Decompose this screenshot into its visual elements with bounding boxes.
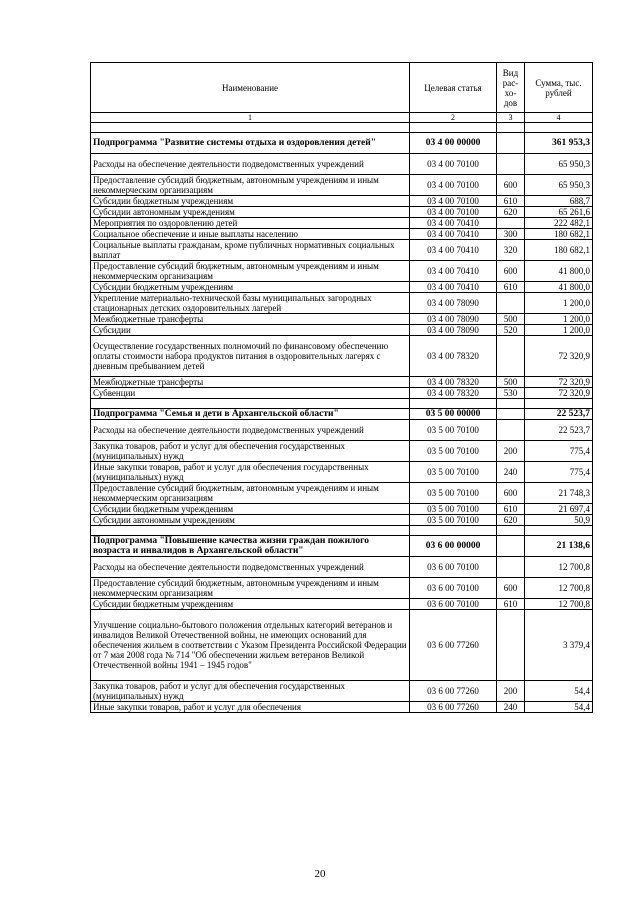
table-row [91, 420, 593, 441]
row-code-cell: 03 6 00 70100 [410, 557, 497, 578]
row-code-cell: 03 5 00 70100 [410, 483, 497, 504]
row-code-cell: 03 5 00 70100 [410, 420, 497, 441]
row-code-cell: 03 4 00 70100 [410, 154, 497, 175]
row-code-cell: 03 6 00 70100 [410, 599, 497, 610]
row-sum-cell: 775,4 [525, 441, 593, 462]
row-expense-type-cell [497, 336, 525, 377]
row-name-cell: Предоставление субсидий бюджетным, автономным учреждениям и иным некоммерческим организациям [91, 175, 410, 196]
row-name-cell: Подпрограмма "Семья и дети в Архангельской области" [91, 409, 410, 420]
row-sum-cell: 22 523,7 [525, 409, 593, 420]
subprogram-row [91, 133, 593, 154]
row-expense-type-cell: 600 [497, 175, 525, 196]
row-sum-cell: 22 523,7 [525, 420, 593, 441]
row-sum-cell: 54,4 [525, 702, 593, 713]
table-row [91, 240, 593, 261]
subprogram-row [91, 536, 593, 557]
row-sum-cell: 1 200,0 [525, 314, 593, 325]
row-name-cell: Субсидии бюджетным учреждениям [91, 196, 410, 207]
row-expense-type-cell [497, 420, 525, 441]
row-code-cell: 03 4 00 70410 [410, 229, 497, 240]
page-number: 20 [314, 868, 326, 880]
table-row [91, 261, 593, 282]
header-name: Наименование [91, 63, 410, 113]
row-expense-type-cell: 500 [497, 314, 525, 325]
header-sum: Сумма, тыс. рублей [525, 63, 593, 113]
row-expense-type-cell [497, 409, 525, 420]
row-code-cell: 03 6 00 00000 [410, 536, 497, 557]
row-name-cell: Субсидии бюджетным учреждениям [91, 282, 410, 293]
table-row [91, 325, 593, 336]
row-sum-cell: 54,4 [525, 681, 593, 702]
row-name-cell: Подпрограмма "Повышение качества жизни граждан пожилого возраста и инвалидов в Архангельской области" [91, 536, 410, 557]
row-code-cell: 03 4 00 78090 [410, 325, 497, 336]
row-name-cell: Субсидии автономным учреждениям [91, 207, 410, 218]
row-sum-cell: 65 950,3 [525, 175, 593, 196]
row-name-cell: Расходы на обеспечение деятельности подведомственных учреждений [91, 154, 410, 175]
row-expense-type-cell: 200 [497, 681, 525, 702]
row-expense-type-cell [497, 154, 525, 175]
row-name-cell: Укрепление материально-технической базы муниципальных загородных стационарных детских оздоровительных лагерей [91, 293, 410, 314]
row-name-cell: Иные закупки товаров, работ и услуг для обеспечения государственных (муниципальных) нужд [91, 462, 410, 483]
row-code-cell: 03 5 00 70100 [410, 504, 497, 515]
row-name-cell: Осуществление государственных полномочий по финансовому обеспечению оплаты стоимости набора продуктов питания в оздоровительных лагерях с дневным пребыванием детей [91, 336, 410, 377]
row-sum-cell: 3 379,4 [525, 610, 593, 681]
spacer-row [91, 399, 593, 409]
header-expense-type: Вид рас-хо-дов [497, 63, 525, 113]
row-name-cell: Межбюджетные трансферты [91, 377, 410, 388]
row-code-cell: 03 4 00 00000 [410, 133, 497, 154]
col-number-2: 2 [410, 113, 497, 123]
row-sum-cell: 1 200,0 [525, 325, 593, 336]
spacer-cell [410, 123, 497, 133]
row-expense-type-cell [497, 133, 525, 154]
row-sum-cell: 12 700,8 [525, 599, 593, 610]
table-row [91, 702, 593, 713]
row-code-cell: 03 4 00 70100 [410, 175, 497, 196]
table-row [91, 681, 593, 702]
row-sum-cell: 65 950,3 [525, 154, 593, 175]
row-sum-cell: 1 200,0 [525, 293, 593, 314]
table-row [91, 377, 593, 388]
row-code-cell: 03 6 00 77260 [410, 681, 497, 702]
row-sum-cell: 180 682,1 [525, 229, 593, 240]
row-code-cell: 03 4 00 70410 [410, 282, 497, 293]
row-code-cell: 03 6 00 77260 [410, 702, 497, 713]
spacer-cell [497, 399, 525, 409]
row-code-cell: 03 4 00 78320 [410, 377, 497, 388]
row-expense-type-cell: 600 [497, 261, 525, 282]
spacer-cell [91, 399, 410, 409]
row-code-cell: 03 4 00 70410 [410, 218, 497, 229]
row-expense-type-cell [497, 557, 525, 578]
table-row [91, 229, 593, 240]
row-name-cell: Предоставление субсидий бюджетным, автономным учреждениям и иным некоммерческим организациям [91, 483, 410, 504]
row-name-cell: Субсидии [91, 325, 410, 336]
row-name-cell: Межбюджетные трансферты [91, 314, 410, 325]
row-code-cell: 03 5 00 70100 [410, 462, 497, 483]
row-name-cell: Социальное обеспечение и иные выплаты населению [91, 229, 410, 240]
table-row [91, 207, 593, 218]
table-row [91, 599, 593, 610]
row-sum-cell: 21 138,6 [525, 536, 593, 557]
table-row [91, 557, 593, 578]
row-name-cell: Мероприятия по оздоровлению детей [91, 218, 410, 229]
spacer-row [91, 123, 593, 133]
row-expense-type-cell: 600 [497, 483, 525, 504]
row-expense-type-cell: 240 [497, 462, 525, 483]
spacer-cell [525, 123, 593, 133]
table-row [91, 610, 593, 681]
row-code-cell: 03 4 00 78090 [410, 293, 497, 314]
row-expense-type-cell: 200 [497, 441, 525, 462]
spacer-row [91, 526, 593, 536]
row-sum-cell: 50,9 [525, 515, 593, 526]
row-sum-cell: 180 682,1 [525, 240, 593, 261]
header-code: Целевая статья [410, 63, 497, 113]
row-sum-cell: 775,4 [525, 462, 593, 483]
row-expense-type-cell: 610 [497, 504, 525, 515]
table-row [91, 314, 593, 325]
row-expense-type-cell: 240 [497, 702, 525, 713]
row-name-cell: Предоставление субсидий бюджетным, автономным учреждениям и иным некоммерческим организациям [91, 261, 410, 282]
row-sum-cell: 72 320,9 [525, 388, 593, 399]
row-sum-cell: 361 953,3 [525, 133, 593, 154]
row-sum-cell: 12 700,8 [525, 578, 593, 599]
table-row [91, 462, 593, 483]
row-name-cell: Закупка товаров, работ и услуг для обеспечения государственных (муниципальных) нужд [91, 441, 410, 462]
row-sum-cell: 21 697,4 [525, 504, 593, 515]
row-expense-type-cell: 300 [497, 229, 525, 240]
row-sum-cell: 41 800,0 [525, 282, 593, 293]
row-code-cell: 03 4 00 70100 [410, 207, 497, 218]
row-expense-type-cell: 600 [497, 578, 525, 599]
spacer-cell [497, 123, 525, 133]
row-name-cell: Субсидии бюджетным учреждениям [91, 504, 410, 515]
row-code-cell: 03 4 00 78320 [410, 388, 497, 399]
table-row [91, 175, 593, 196]
row-expense-type-cell [497, 218, 525, 229]
row-sum-cell: 222 482,1 [525, 218, 593, 229]
table-row [91, 218, 593, 229]
table-row [91, 578, 593, 599]
row-sum-cell: 12 700,8 [525, 557, 593, 578]
row-name-cell: Предоставление субсидий бюджетным, автономным учреждениям и иным некоммерческим организациям [91, 578, 410, 599]
row-expense-type-cell: 500 [497, 377, 525, 388]
row-expense-type-cell: 610 [497, 599, 525, 610]
row-name-cell: Расходы на обеспечение деятельности подведомственных учреждений [91, 557, 410, 578]
row-code-cell: 03 5 00 70100 [410, 441, 497, 462]
row-expense-type-cell: 530 [497, 388, 525, 399]
row-expense-type-cell [497, 293, 525, 314]
row-expense-type-cell: 620 [497, 207, 525, 218]
row-code-cell: 03 5 00 70100 [410, 515, 497, 526]
row-code-cell: 03 4 00 78090 [410, 314, 497, 325]
table-row [91, 504, 593, 515]
col-number-1: 1 [91, 113, 410, 123]
spacer-cell [410, 399, 497, 409]
row-expense-type-cell: 520 [497, 325, 525, 336]
row-name-cell: Улучшение социально-бытового положения отдельных категорий ветеранов и инвалидов Великой Отечественной войны, не имеющих оснований для обеспечения жильем в соответствии с Указом Президента Российской Федерации от 7 мая 2008 года № 714 "Об обеспечении жильем ветеранов Великой Отечественной войны 1941 – 1945 годов" [91, 610, 410, 681]
row-sum-cell: 72 320,9 [525, 336, 593, 377]
row-name-cell: Субсидии автономным учреждениям [91, 515, 410, 526]
row-expense-type-cell [497, 610, 525, 681]
row-expense-type-cell: 620 [497, 515, 525, 526]
row-code-cell: 03 5 00 00000 [410, 409, 497, 420]
row-name-cell: Подпрограмма "Развитие системы отдыха и оздоровления детей" [91, 133, 410, 154]
spacer-cell [410, 526, 497, 536]
row-code-cell: 03 6 00 70100 [410, 578, 497, 599]
row-sum-cell: 41 800,0 [525, 261, 593, 282]
row-name-cell: Субсидии бюджетным учреждениям [91, 599, 410, 610]
row-code-cell: 03 4 00 78320 [410, 336, 497, 377]
row-expense-type-cell: 610 [497, 196, 525, 207]
table-row [91, 282, 593, 293]
table-row [91, 196, 593, 207]
table-row [91, 293, 593, 314]
row-name-cell: Закупка товаров, работ и услуг для обеспечения государственных (муниципальных) нужд [91, 681, 410, 702]
spacer-cell [525, 526, 593, 536]
row-name-cell: Субвенции [91, 388, 410, 399]
row-sum-cell: 21 748,3 [525, 483, 593, 504]
table-row [91, 388, 593, 399]
table-body [91, 123, 593, 713]
row-expense-type-cell [497, 536, 525, 557]
spacer-cell [91, 123, 410, 133]
row-sum-cell: 72 320,9 [525, 377, 593, 388]
spacer-cell [497, 526, 525, 536]
spacer-cell [525, 399, 593, 409]
col-number-3: 3 [497, 113, 525, 123]
row-code-cell: 03 4 00 70410 [410, 261, 497, 282]
table-row [91, 515, 593, 526]
spacer-cell [91, 526, 410, 536]
row-code-cell: 03 6 00 77260 [410, 610, 497, 681]
subprogram-row [91, 409, 593, 420]
row-expense-type-cell: 320 [497, 240, 525, 261]
budget-table [90, 62, 593, 713]
row-name-cell: Расходы на обеспечение деятельности подведомственных учреждений [91, 420, 410, 441]
table-row [91, 441, 593, 462]
row-sum-cell: 65 261,6 [525, 207, 593, 218]
row-code-cell: 03 4 00 70410 [410, 240, 497, 261]
col-number-4: 4 [525, 113, 593, 123]
row-name-cell: Социальные выплаты гражданам, кроме публичных нормативных социальных выплат [91, 240, 410, 261]
row-sum-cell: 688,7 [525, 196, 593, 207]
row-code-cell: 03 4 00 70100 [410, 196, 497, 207]
table-row [91, 483, 593, 504]
table-row [91, 336, 593, 377]
row-name-cell: Иные закупки товаров, работ и услуг для обеспечения [91, 702, 410, 713]
table-row [91, 154, 593, 175]
row-expense-type-cell: 610 [497, 282, 525, 293]
